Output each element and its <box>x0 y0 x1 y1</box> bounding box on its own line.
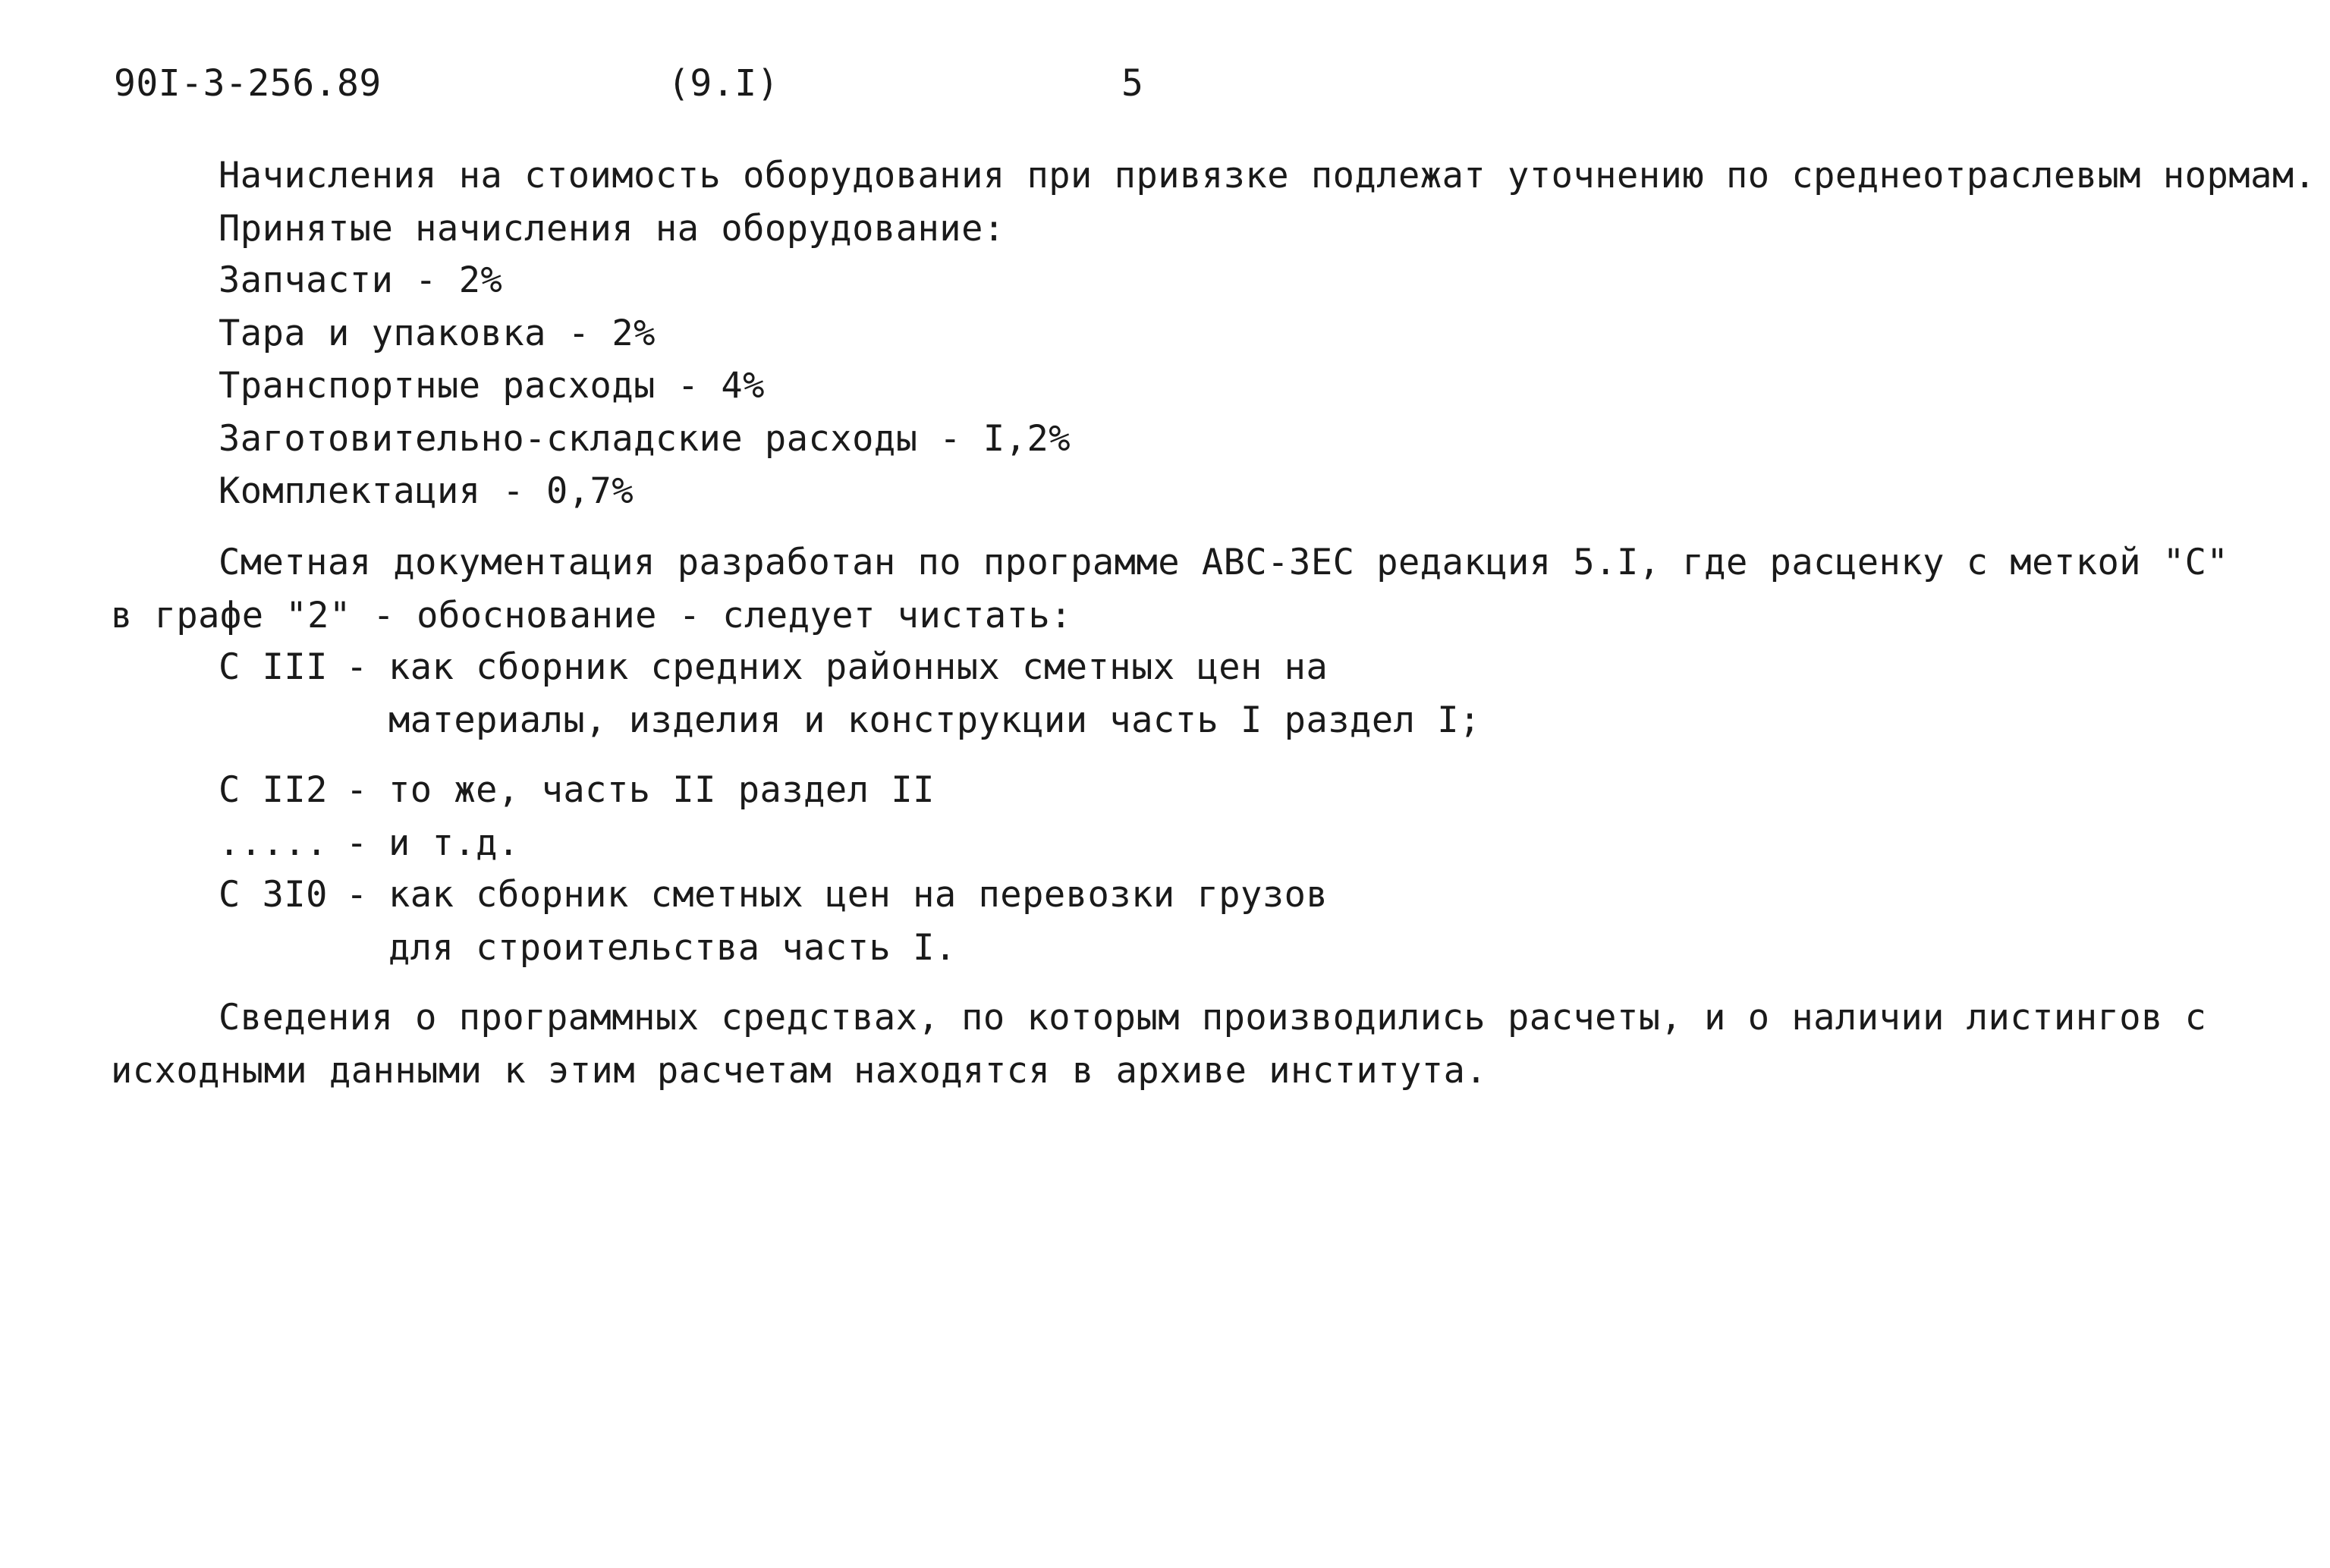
code-label: ..... <box>219 822 328 864</box>
code-dash: - <box>346 822 368 864</box>
code-description: как сборник средних районных сметных цен на <box>388 646 1329 688</box>
code-description: как сборник сметных цен на перевозки грузов <box>388 874 1329 916</box>
document-code: 90I-3-256.89 <box>114 62 382 105</box>
code-dash: - <box>346 874 368 916</box>
code-label: С 3I0 <box>219 874 328 916</box>
intro-line-1: Начисления на стоимость оборудования при привязке подлежат уточнению по среднеотраслевым нормам. <box>219 155 2316 196</box>
code-description-continued: для строительства часть I. <box>388 927 957 969</box>
page-number: 5 <box>1121 62 1144 105</box>
code-description: то же, часть II раздел II <box>388 769 935 811</box>
footer-line-2: исходными данными к этим расчетам находятся в архиве института. <box>111 1050 1488 1092</box>
charge-item: Заготовительно-складские расходы - I,2% <box>219 418 1071 460</box>
charge-item: Запчасти - 2% <box>219 259 503 301</box>
code-label: С III <box>219 646 328 688</box>
code-description-continued: материалы, изделия и конструкции часть I раздел I; <box>388 699 1481 741</box>
footer-line-1: Сведения о программных средствах, по которым производились расчеты, и о наличии листингов с <box>219 997 2207 1039</box>
charge-item: Комплектация - 0,7% <box>219 470 634 512</box>
intro-line-2: Принятые начисления на оборудование: <box>219 208 1005 250</box>
charge-item: Тара и упаковка - 2% <box>219 313 656 354</box>
code-dash: - <box>346 769 368 811</box>
charge-item: Транспортные расходы - 4% <box>219 365 765 407</box>
code-label: С II2 <box>219 769 328 811</box>
section-number: (9.I) <box>668 62 779 105</box>
estimate-line-2: в графе "2" - обоснование - следует чистать: <box>111 595 1073 636</box>
code-description: и т.д. <box>388 822 520 864</box>
estimate-line-1: Сметная документация разработан по программе АВС-ЗЕС редакция 5.I, где расценку с меткой "С" <box>219 542 2229 583</box>
code-dash: - <box>346 646 368 688</box>
